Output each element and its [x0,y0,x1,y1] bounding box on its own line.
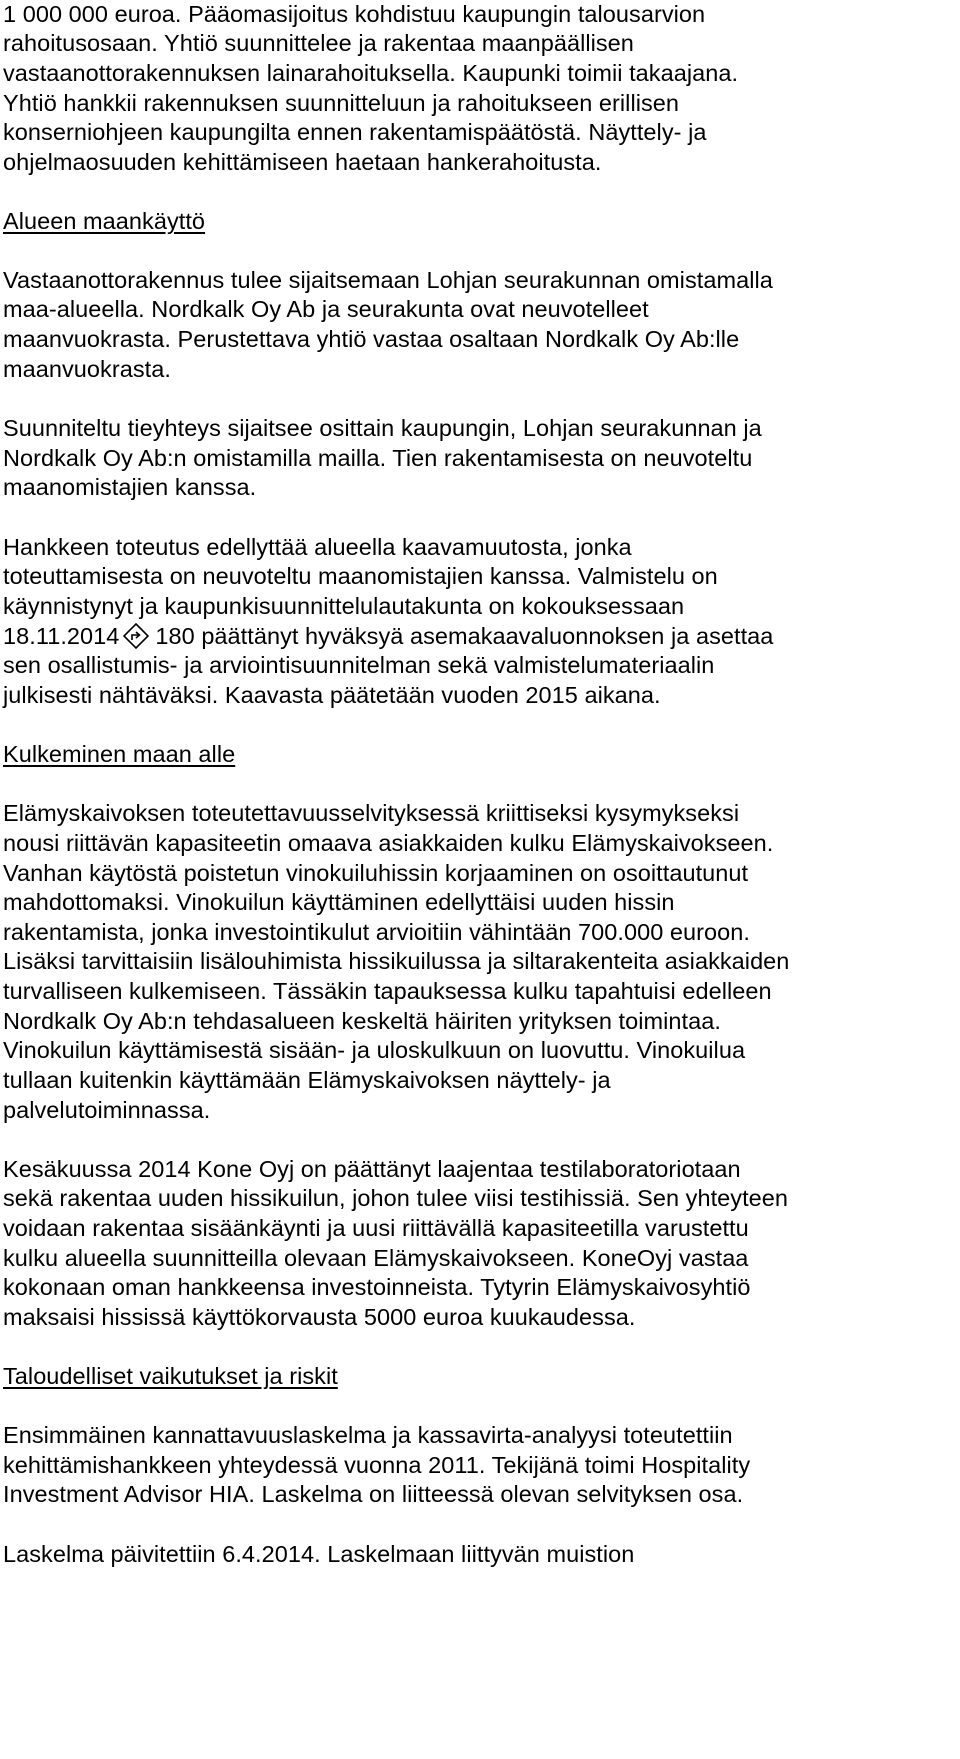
text-line: käynnistynyt ja kaupunkisuunnittelulautakunta on kokouksessaan [3,593,685,619]
text-line: 1 000 000 euroa. Pääomasijoitus kohdistuu kaupungin talousarvion [3,1,706,27]
text-line: maksaisi hississä käyttökorvausta 5000 euroa kuukaudessa. [3,1304,636,1330]
section-heading-land-use: Alueen maankäyttö [3,208,206,234]
text-line: Ensimmäinen kannattavuuslaskelma ja kassavirta-analyysi toteutettiin [3,1422,733,1448]
text-line: Vastaanottorakennus tulee sijaitsemaan Lohjan seurakunnan omistamalla [3,267,773,293]
text-line: Lisäksi tarvittaisiin lisälouhimista hissikuilussa ja siltarakenteita asiakkaiden [3,948,790,974]
text-line: Elämyskaivoksen toteutettavuusselvityksessä kriittiseksi kysymykseksi [3,800,740,826]
text-line: ohjelmaosuuden kehittämiseen haetaan hankerahoitusta. [3,149,602,175]
text-line: sekä rakentaa uuden hissikuilun, johon tulee viisi testihissiä. Sen yhteyteen [3,1185,789,1211]
text-line: Nordkalk Oy Ab:n tehdasalueen keskeltä häiriten yrityksen toimintaa. [3,1008,721,1034]
text-line: Kesäkuussa 2014 Kone Oyj on päättänyt laajentaa testilaboratoriotaan [3,1156,741,1182]
text-line: rahoitusosaan. Yhtiö suunnittelee ja rakentaa maanpäällisen [3,30,634,56]
text-line: kokonaan oman hankkeensa investoinneista. Tytyrin Elämyskaivosyhtiö [3,1274,751,1300]
text-line: Vanhan käytöstä poistetun vinokuiluhissin korjaaminen on osoittautunut [3,860,749,886]
text-line: maa-alueella. Nordkalk Oy Ab ja seurakunta ovat neuvotelleet [3,296,649,322]
meeting-decision-text: 180 päättänyt hyväksyä asemakaavaluonnoksen ja asettaa [155,623,774,649]
text-line: vastaanottorakennuksen lainarahoituksella. Kaupunki toimii takaajana. [3,60,739,86]
text-line: julkisesti nähtäväksi. Kaavasta päätetään vuoden 2015 aikana. [3,682,661,708]
text-line: Nordkalk Oy Ab:n omistamilla mailla. Tien rakentamisesta on neuvoteltu [3,445,753,471]
text-line: kulku alueella suunnitteilla olevaan Elämyskaivokseen. KoneOyj vastaa [3,1245,749,1271]
text-line [3,621,773,651]
section-heading-access: Kulkeminen maan alle [3,741,236,767]
text-line: mahdottomaksi. Vinokuilun käyttäminen edellyttäisi uuden hissin [3,889,675,915]
text-line: Suunniteltu tieyhteys sijaitsee osittain kaupungin, Lohjan seurakunnan ja [3,415,762,441]
text-line: Investment Advisor HIA. Laskelma on liitteessä olevan selvityksen osa. [3,1481,744,1507]
text-line: turvalliseen kulkemiseen. Tässäkin tapauksessa kulku tapahtuisi edelleen [3,978,772,1004]
text-line: Laskelma päivitettiin 6.4.2014. Laskelmaan liittyvän muistion [3,1541,635,1567]
text-line: Yhtiö hankkii rakennuksen suunnitteluun ja rahoitukseen erillisen [3,90,680,116]
text-line: maanvuokrasta. Perustettava yhtiö vastaa osaltaan Nordkalk Oy Ab:lle [3,326,740,352]
text-line: rakentamista, jonka investointikulut arvioitiin vähintään 700.000 euroon. [3,919,750,945]
text-line: kehittämishankkeen yhteydessä vuonna 2011. Tekijänä toimi Hospitality [3,1452,751,1478]
text-line: sen osallistumis- ja arviointisuunnitelman sekä valmistelumateriaalin [3,652,715,678]
text-line: palvelutoiminnassa. [3,1097,211,1123]
direction-arrow-icon [123,623,149,649]
text-line: toteuttamisesta on neuvoteltu maanomistajien kanssa. Valmistelu on [3,563,718,589]
text-line: maanomistajien kanssa. [3,474,257,500]
section-heading-finance: Taloudelliset vaikutukset ja riskit [3,1363,338,1389]
text-line: Hankkeen toteutus edellyttää alueella kaavamuutosta, jonka [3,534,632,560]
text-line: Vinokuilun käyttämisestä sisään- ja uloskulkuun on luovuttu. Vinokuilua [3,1037,746,1063]
text-line: konserniohjeen kaupungilta ennen rakentamispäätöstä. Näyttely- ja [3,119,707,145]
text-line: voidaan rakentaa sisäänkäynti ja uusi riittävällä kapasiteetilla varustettu [3,1215,749,1241]
meeting-date: 18.11.2014 [3,623,120,649]
text-line: maanvuokrasta. [3,356,171,382]
text-line: nousi riittävän kapasiteetin omaava asiakkaiden kulku Elämyskaivokseen. [3,830,774,856]
text-line: tullaan kuitenkin käyttämään Elämyskaivoksen näyttely- ja [3,1067,611,1093]
